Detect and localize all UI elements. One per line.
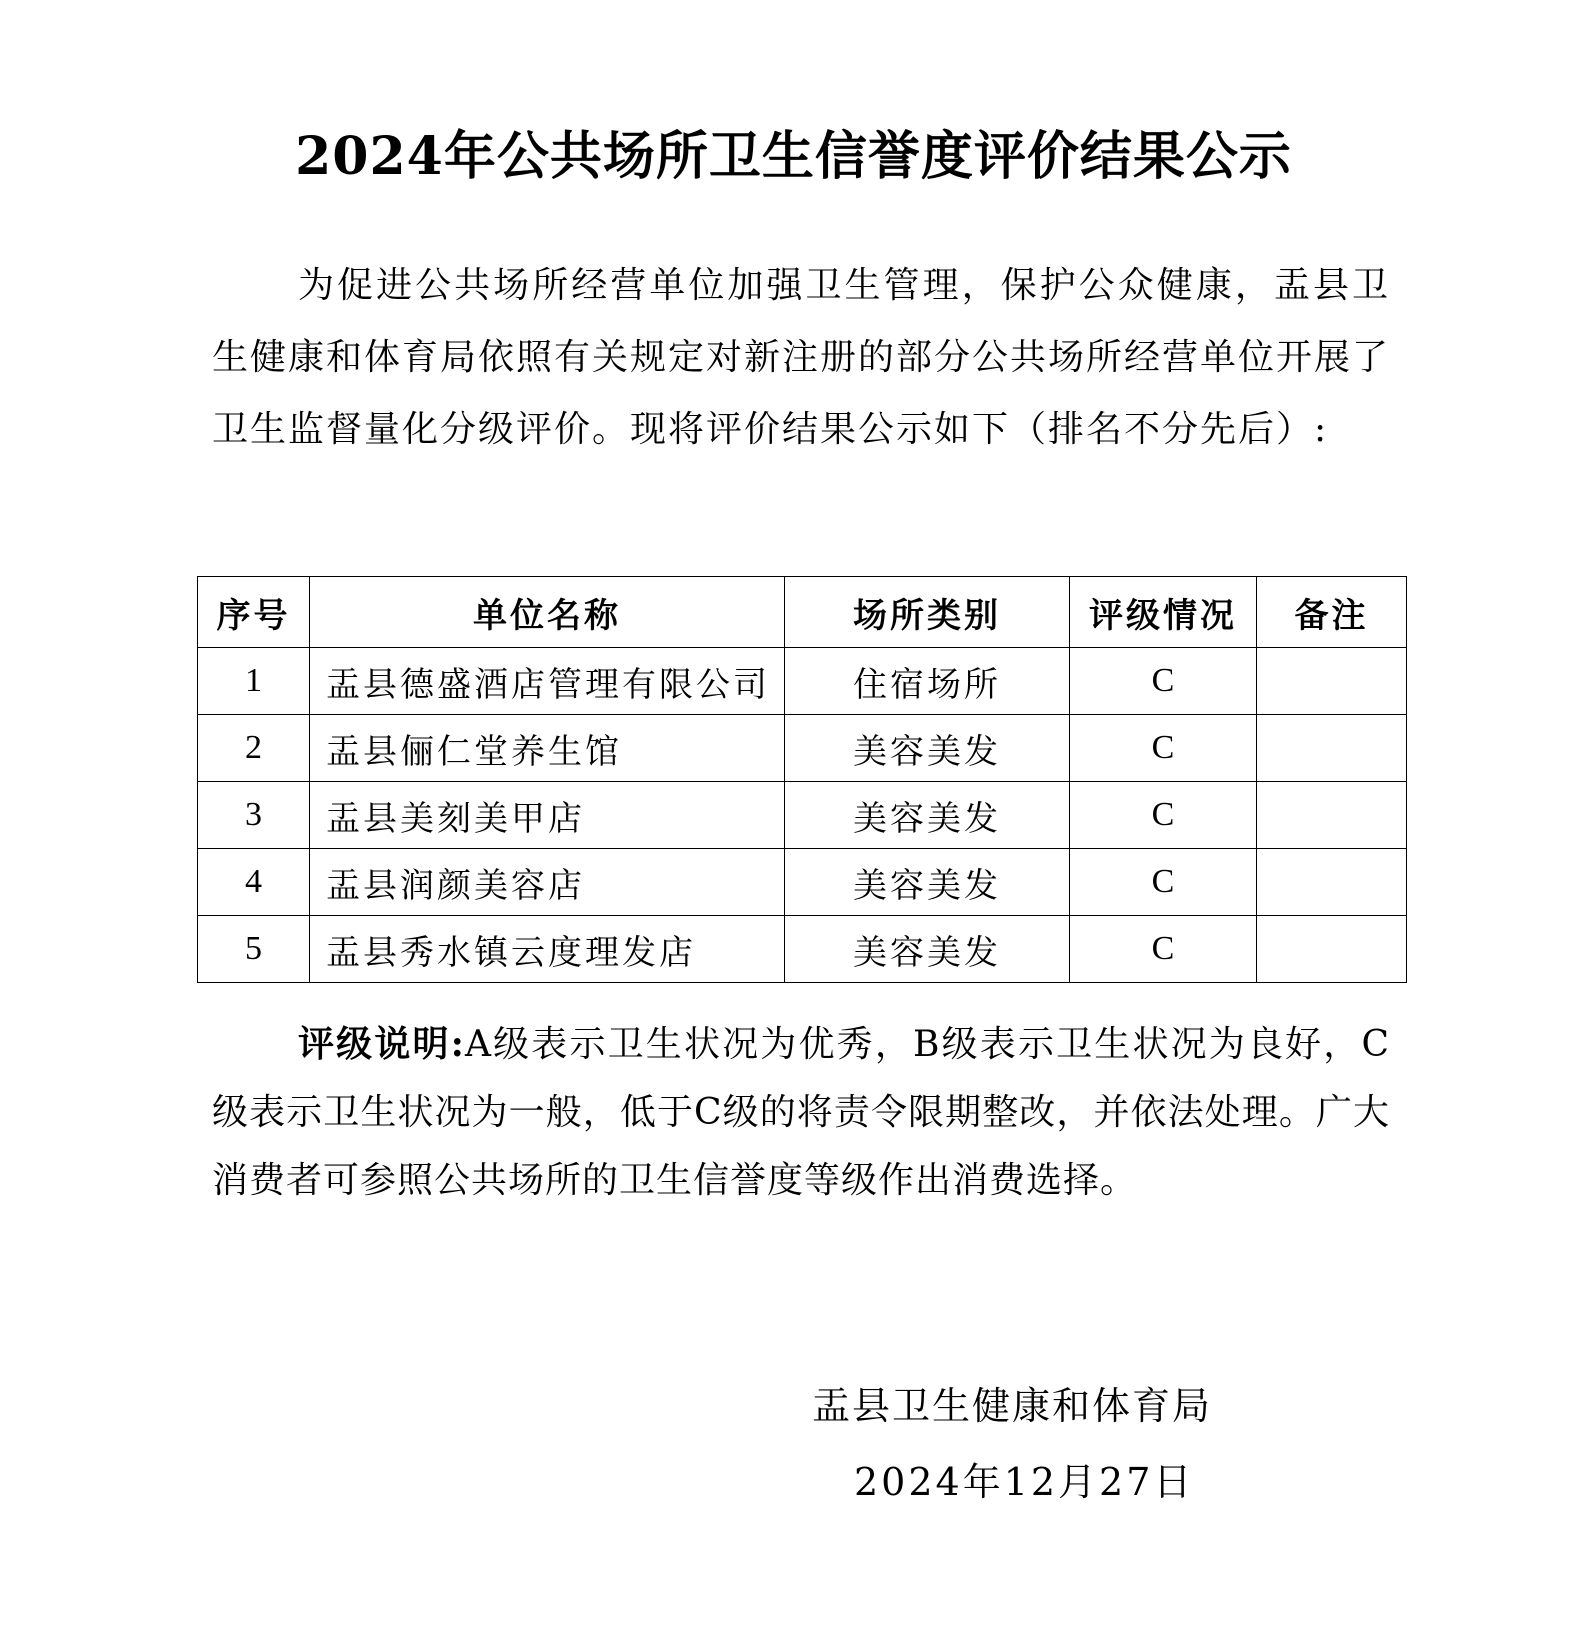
cell-grade: C <box>1070 648 1257 715</box>
cell-category: 住宿场所 <box>785 648 1070 715</box>
header-name: 单位名称 <box>310 577 785 648</box>
table-row <box>198 916 1407 983</box>
cell-name: 盂县德盛酒店管理有限公司 <box>310 648 785 715</box>
cell-grade: C <box>1070 849 1257 916</box>
cell-no: 3 <box>198 782 310 849</box>
header-no: 序号 <box>198 577 310 648</box>
header-remark: 备注 <box>1257 577 1407 648</box>
cell-name: 盂县俪仁堂养生馆 <box>310 715 785 782</box>
signature-date: 2024年12月27日 <box>854 1460 1195 1504</box>
grading-note <box>212 1010 1390 1215</box>
table-row <box>198 715 1407 782</box>
cell-no: 5 <box>198 916 310 983</box>
header-grade: 评级情况 <box>1070 577 1257 648</box>
cell-remark <box>1257 648 1407 715</box>
cell-name: 盂县秀水镇云度理发店 <box>310 916 785 983</box>
page-title: 2024年公共场所卫生信誉度评价结果公示 <box>295 126 1292 187</box>
cell-no: 2 <box>198 715 310 782</box>
cell-category: 美容美发 <box>785 782 1070 849</box>
cell-grade: C <box>1070 916 1257 983</box>
table-row <box>198 648 1407 715</box>
cell-no: 1 <box>198 648 310 715</box>
cell-grade: C <box>1070 782 1257 849</box>
table-row <box>198 849 1407 916</box>
cell-grade: C <box>1070 715 1257 782</box>
cell-remark <box>1257 782 1407 849</box>
results-table <box>197 576 1407 983</box>
header-category: 场所类别 <box>785 577 1070 648</box>
table-header-row <box>198 577 1407 648</box>
cell-remark <box>1257 715 1407 782</box>
cell-category: 美容美发 <box>785 715 1070 782</box>
cell-remark <box>1257 916 1407 983</box>
cell-name: 盂县润颜美容店 <box>310 849 785 916</box>
cell-name: 盂县美刻美甲店 <box>310 782 785 849</box>
cell-no: 4 <box>198 849 310 916</box>
grading-note-label: 评级说明: <box>298 1023 465 1065</box>
grading-note-text: A级表示卫生状况为优秀，B级表示卫生状况为良好，C级表示卫生状况为一般，低于C级的将责令限期整改，并依法处理。广大消费者可参照公共场所的卫生信誉度等级作出消费选择。 <box>212 1024 1390 1201</box>
cell-category: 美容美发 <box>785 849 1070 916</box>
cell-remark <box>1257 849 1407 916</box>
table-row <box>198 782 1407 849</box>
cell-category: 美容美发 <box>785 916 1070 983</box>
signature-organization: 盂县卫生健康和体育局 <box>812 1384 1213 1428</box>
intro-paragraph: 为促进公共场所经营单位加强卫生管理，保护公众健康，盂县卫生健康和体育局依照有关规定对新注册的部分公共场所经营单位开展了卫生监督量化分级评价。现将评价结果公示如下（排名不分先后）: <box>212 265 1391 450</box>
